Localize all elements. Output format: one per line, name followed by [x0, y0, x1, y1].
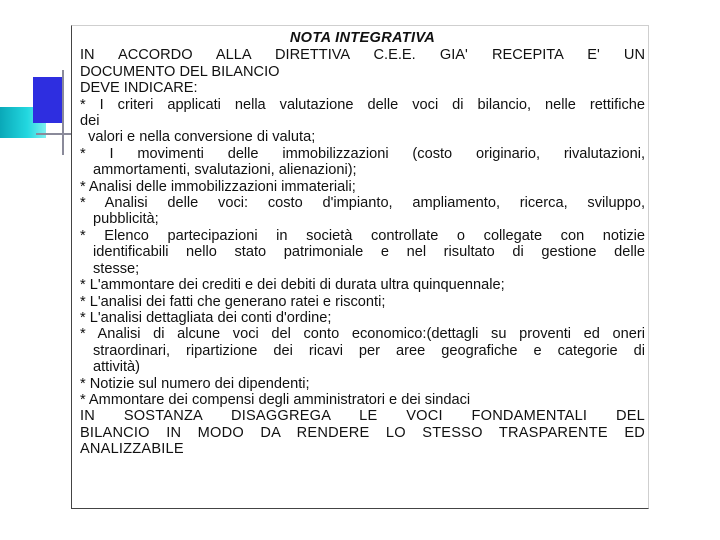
text-line: stesse;	[93, 260, 140, 277]
text-line: BILANCIO IN MODO DA RENDERE LO STESSO TRASPARENTE ED	[80, 424, 645, 441]
text-line: * Notizie sul numero dei dipendenti;	[80, 375, 310, 392]
text-line: pubblicità;	[93, 211, 159, 228]
text-line: dei	[80, 113, 100, 130]
document-frame	[71, 25, 649, 509]
text-line: * Ammontare dei compensi degli amministratori e dei sindaci	[80, 391, 471, 408]
text-line: attività)	[93, 359, 141, 376]
text-line: * Analisi delle immobilizzazioni immateriali;	[80, 178, 356, 195]
text-line: identificabili nello stato patrimoniale e nel risultato di gestione delle	[93, 244, 645, 261]
text-line: * L'analisi dettagliata dei conti d'ordine;	[80, 309, 332, 326]
text-line: DEVE INDICARE:	[80, 80, 198, 97]
text-line: * Analisi delle voci: costo d'impianto, ampliamento, ricerca, sviluppo,	[80, 195, 645, 212]
text-line: * I criteri applicati nella valutazione delle voci di bilancio, nelle rettifiche	[80, 96, 645, 113]
decorative-horizontal-line	[36, 133, 72, 135]
text-line: ANALIZZABILE	[80, 441, 184, 458]
decorative-vertical-line	[62, 70, 64, 155]
text-line: * L'ammontare dei crediti e dei debiti di durata ultra quinquennale;	[80, 277, 505, 294]
decorative-blue-block	[33, 77, 64, 123]
document-content	[80, 30, 645, 458]
text-line: * Analisi di alcune voci del conto economico:(dettagli su proventi ed oneri	[80, 326, 645, 343]
text-line: IN SOSTANZA DISAGGREGA LE VOCI FONDAMENTALI DEL	[80, 408, 645, 425]
text-line: * L'analisi dei fatti che generano ratei e risconti;	[80, 293, 386, 310]
page-title: NOTA INTEGRATIVA	[289, 30, 436, 46]
text-line: valori e nella conversione di valuta;	[80, 129, 316, 146]
text-line: straordinari, ripartizione dei ricavi per aree geografiche e categorie di	[93, 342, 645, 359]
text-line: * Elenco partecipazioni in società controllate o collegate con notizie	[80, 227, 645, 244]
text-line: * I movimenti delle immobilizzazioni (costo originario, rivalutazioni,	[80, 145, 645, 162]
text-line: ammortamenti, svalutazioni, alienazioni);	[93, 162, 357, 179]
text-line: DOCUMENTO DEL BILANCIO	[80, 63, 280, 80]
text-line: IN ACCORDO ALLA DIRETTIVA C.E.E. GIA' RECEPITA E' UN	[80, 47, 645, 64]
